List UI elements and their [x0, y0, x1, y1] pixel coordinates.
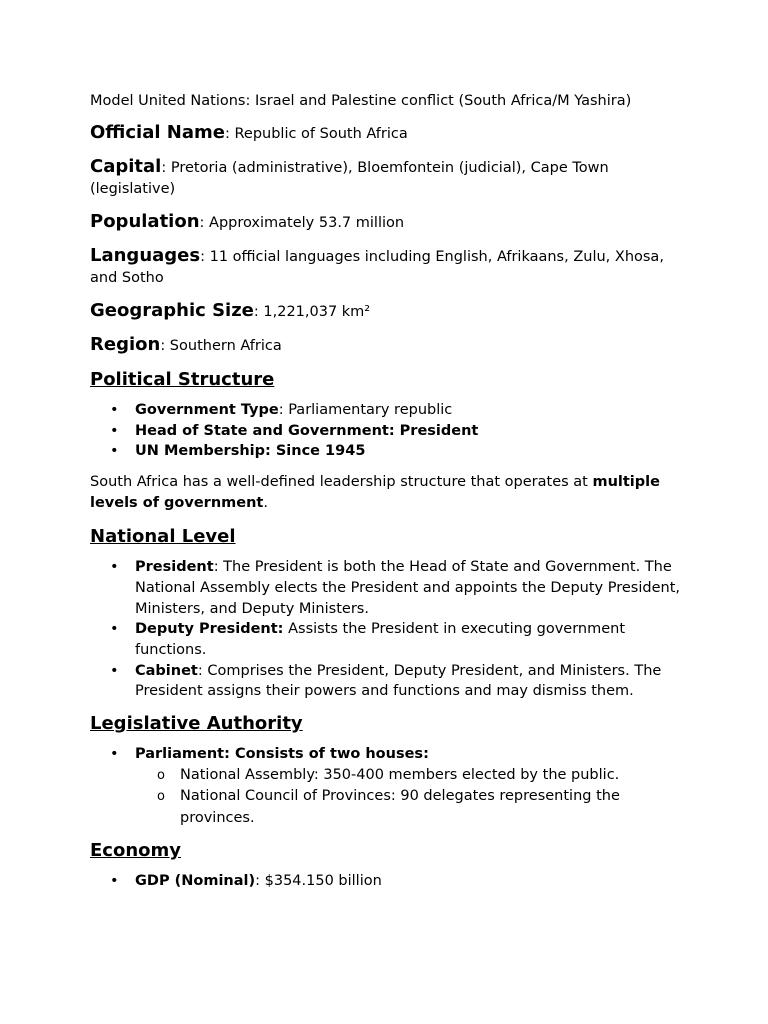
item-label: Government Type	[135, 402, 279, 418]
item-label: UN Membership: Since 1945	[135, 443, 366, 460]
field-label: Region	[90, 334, 161, 355]
item-text: : $354.150 billion	[255, 873, 382, 890]
document-body	[90, 91, 680, 902]
field-value: : 1,221,037 km²	[253, 304, 371, 320]
field-value: : Republic of South Africa	[224, 126, 408, 142]
national-level-list	[90, 557, 680, 702]
list-item	[135, 400, 680, 421]
sub-list-item: o National Council of Provinces: 90 delegates representing the provinces.	[180, 786, 680, 829]
paragraph-end: .	[263, 495, 268, 512]
list-item	[135, 441, 680, 462]
field-label: Capital	[90, 156, 162, 177]
field-value: : Approximately 53.7 million	[199, 215, 405, 231]
field-capital	[90, 156, 680, 200]
heading-political-structure: Political Structure	[90, 369, 275, 390]
sub-list-item: o National Assembly: 350-400 members elected by the public.	[180, 765, 680, 787]
field-label: Official Name	[90, 122, 225, 143]
field-value: : Southern Africa	[160, 338, 282, 354]
item-label: GDP (Nominal)	[135, 873, 256, 890]
field-label: Languages	[90, 245, 201, 266]
field-region	[90, 334, 680, 357]
item-label: President	[135, 559, 214, 576]
list-item	[135, 421, 680, 442]
field-label: Geographic Size	[90, 300, 254, 321]
document-title: Model United Nations: Israel and Palestine conflict (South Africa/M Yashira)	[90, 93, 632, 109]
field-geographic-size	[90, 300, 680, 323]
field-value: : 11 official languages including English, Afrikaans, Zulu, Xhosa, and Sotho	[90, 249, 664, 286]
political-structure-list	[90, 400, 680, 462]
heading-legislative-authority: Legislative Authority	[90, 713, 303, 735]
paragraph-bold: multiple levels of government	[90, 474, 660, 512]
list-item	[135, 744, 680, 829]
item-label: Deputy President:	[135, 621, 284, 638]
item-text: : Parliamentary republic	[278, 402, 453, 418]
list-item	[135, 871, 680, 892]
list-item	[135, 557, 680, 619]
item-label: Parliament: Consists of two houses:	[135, 746, 429, 763]
item-label: Head of State and Government: President	[135, 422, 479, 439]
item-label: Cabinet	[135, 662, 198, 679]
heading-national-level: National Level	[90, 526, 236, 548]
field-population	[90, 211, 680, 234]
parliament-houses-list	[135, 765, 680, 830]
leadership-paragraph	[90, 472, 680, 514]
field-value: : Pretoria (administrative), Bloemfontein (judicial), Cape Town (legislative)	[90, 160, 609, 197]
paragraph-text: South Africa has a well-defined leadership structure that operates at	[90, 474, 593, 491]
list-item	[135, 661, 680, 702]
heading-economy: Economy	[90, 840, 182, 862]
field-languages	[90, 245, 680, 289]
field-label: Population	[90, 211, 200, 232]
item-text: Assists the President in executing government functions.	[135, 621, 626, 658]
economy-list	[90, 871, 680, 892]
item-text: : Comprises the President, Deputy President, and Ministers. The President assigns their powers and functions and may dismiss them.	[135, 662, 662, 700]
legislative-list	[90, 744, 680, 829]
item-text: : The President is both the Head of State and Government. The National Assembly elects the President and appoints the Deputy President, Ministers, and Deputy Ministers.	[135, 559, 680, 617]
field-official-name	[90, 122, 680, 145]
list-item	[135, 619, 680, 660]
